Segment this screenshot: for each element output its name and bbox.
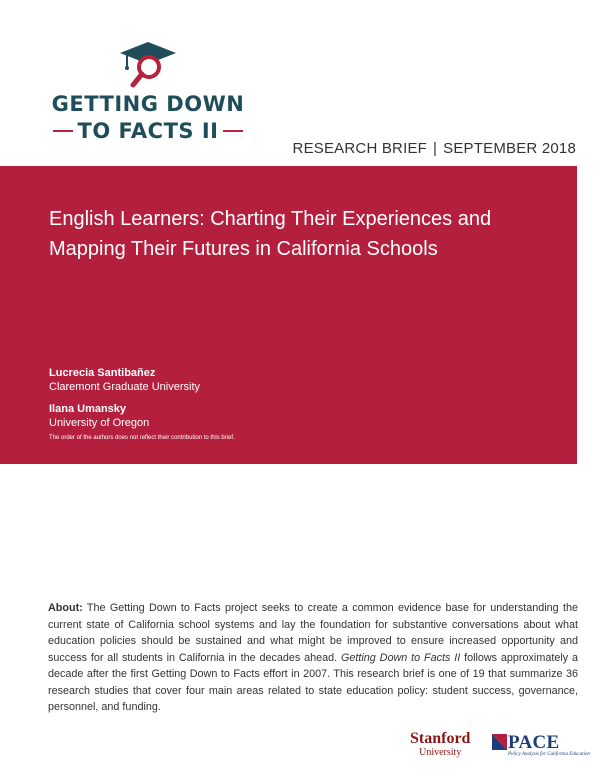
- logo-dash-left: [53, 130, 73, 132]
- brief-date: SEPTEMBER 2018: [443, 140, 576, 157]
- stanford-wordmark: Stanford: [410, 730, 471, 747]
- author-1: [49, 366, 200, 394]
- brief-header: [293, 140, 576, 157]
- pace-wordmark: PACE: [508, 732, 560, 753]
- logo-line-1: GETTING DOWN: [51, 92, 245, 116]
- author-order-note: The order of the authors does not reflect their contribution to this brief.: [49, 435, 235, 441]
- graduation-cap-magnifier-icon: [118, 40, 178, 92]
- brief-type: RESEARCH BRIEF: [292, 140, 428, 157]
- stanford-logo: [410, 731, 470, 758]
- stanford-university-text: University: [419, 747, 462, 758]
- logo-line-2-text: TO FACTS II: [77, 119, 219, 143]
- brief-separator: |: [433, 140, 438, 157]
- getting-down-to-facts-logo: [48, 40, 248, 143]
- pace-flag-icon: [492, 734, 507, 750]
- pace-logo: [492, 732, 590, 763]
- author-institution: University of Oregon: [49, 417, 150, 429]
- about-label: About:: [48, 602, 83, 614]
- about-paragraph: [48, 600, 578, 716]
- pace-tagline: Policy Analysis for California Education: [508, 752, 590, 757]
- logo-line-2: [48, 119, 248, 143]
- author-institution: Claremont Graduate University: [49, 381, 201, 393]
- logo-dash-right: [223, 130, 243, 132]
- title-band: [0, 166, 577, 464]
- brief-title: English Learners: Charting Their Experiences and Mapping Their Futures in California Schools: [49, 208, 492, 260]
- author-2: [49, 402, 149, 430]
- author-name: Lucrecia Santibañez: [49, 367, 156, 379]
- author-name: Ilana Umansky: [49, 403, 127, 415]
- about-text-1: The Getting Down to Facts project seeks to create a common evidence base for understanding the current state of California school systems and lay the foundation for substantive conversations about what education policies should be sustained and what might be improved to ensure increased opportunity and success for all students in California in the decades ahead.: [48, 602, 578, 664]
- about-italic-title: Getting Down to Facts II: [341, 651, 461, 664]
- about-text-2: follows approximately a decade after the first Getting Down to Facts effort in 2007. This research brief is one of 19 that summarize 36 research studies that cover four main areas related to state education policy: student success, governance, personnel, and funding.: [48, 651, 578, 713]
